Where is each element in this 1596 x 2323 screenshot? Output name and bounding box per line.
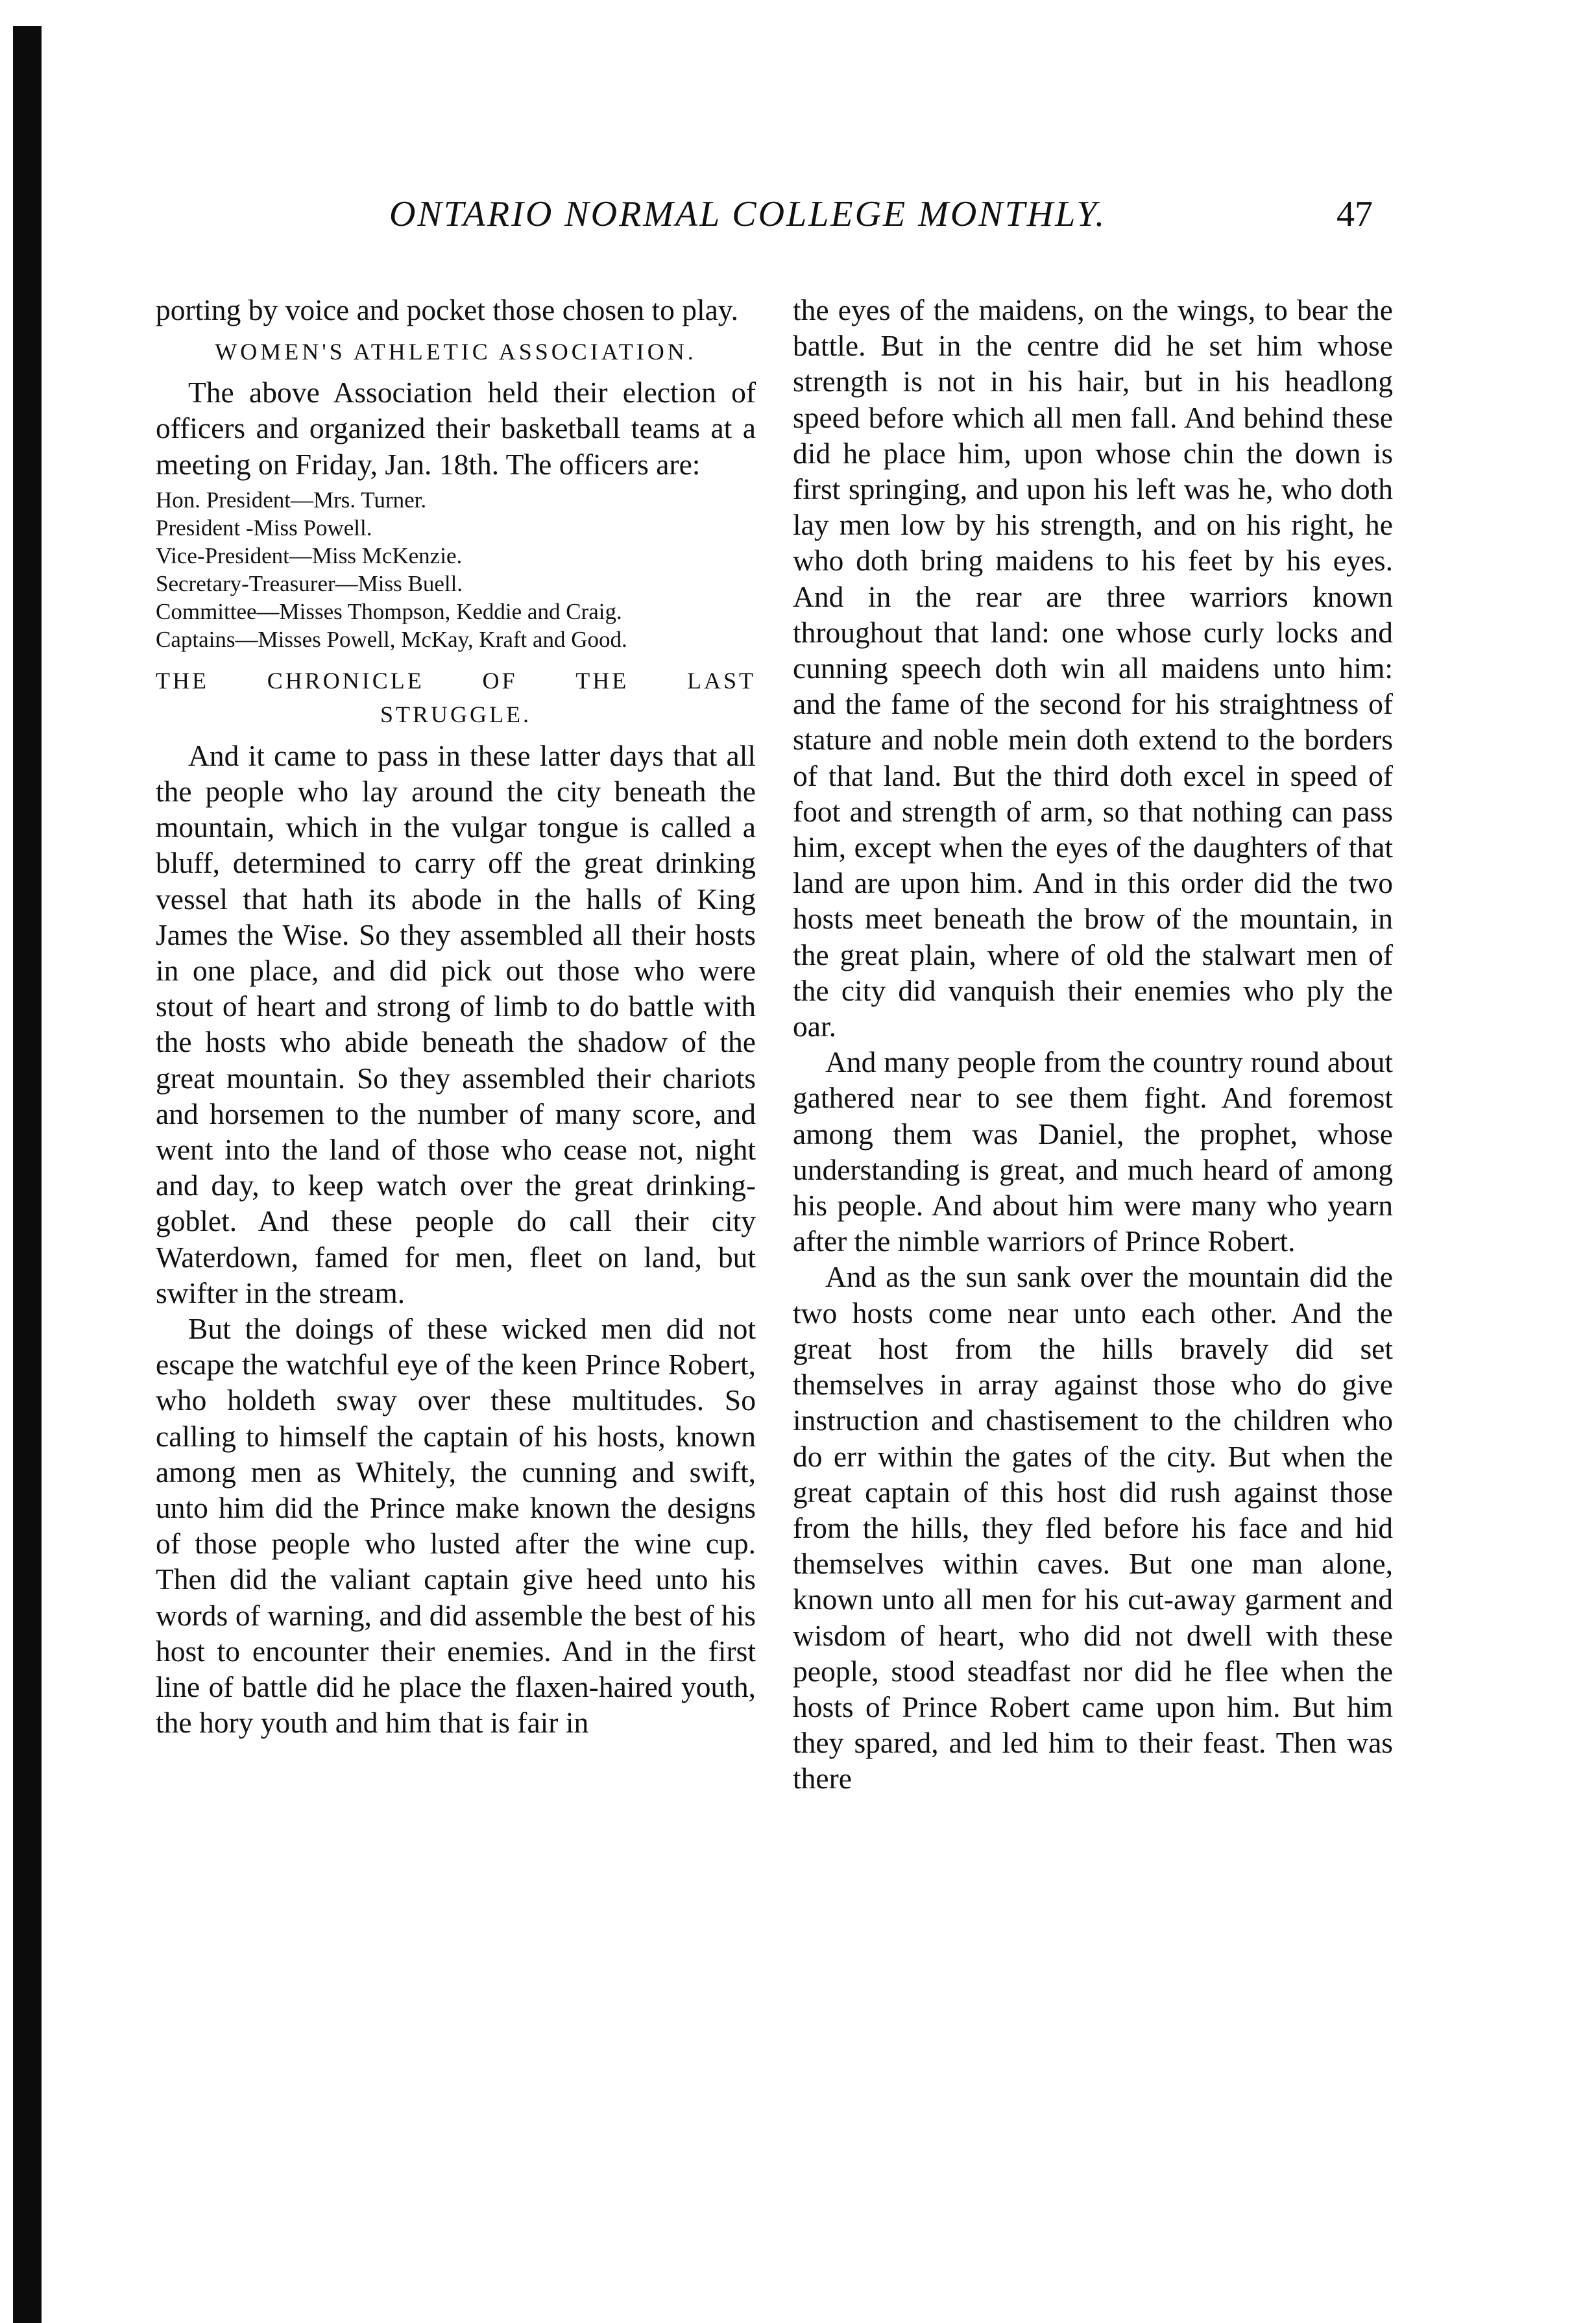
- officer-entry: Committee—Misses Thompson, Keddie and Craig.: [156, 598, 622, 624]
- section-heading-chronicle: [156, 664, 756, 731]
- running-title: ONTARIO NORMAL COLLEGE MONTHLY.: [389, 194, 1107, 234]
- officer-entry: Captains—Misses Powell, McKay, Kraft and Good.: [156, 626, 627, 652]
- scan-margin-bar: [13, 26, 42, 2323]
- right-column: [793, 292, 1393, 1797]
- page-number: 47: [1336, 194, 1373, 234]
- continued-paragraph: the eyes of the maidens, on the wings, to bear the battle. But in the centre did he set him whose strength is not in his hair, but in his headlong speed before which all men fall. And behind these did he place him, upon whose chin the down is first springing, and upon his left was he, who doth lay men low by his strength, and on his right, he who doth bring maidens to his feet by his eyes. And in the rear are three warriors known throughout that land: one whose curly locks and cunning speech doth win all maidens unto him: and the fame of the second for his straightness of stature and noble mein doth extend to the borders of that land. But the third doth excel in speed of foot and strength of arm, so that nothing can pass him, except when the eyes of the daughters of that land are upon him. And in this order did the two hosts meet beneath the brow of the mountain, in the great plain, where of old the stalwart men of the city did vanquish their enemies who ply the oar.: [793, 293, 1393, 1043]
- athletic-paragraph: The above Association held their election of officers and organized their basketball teams at a meeting on Friday, Jan. 18th. The officers are:: [156, 376, 756, 481]
- heading-word: CHRONICLE: [267, 667, 424, 694]
- officer-entry: President -Miss Powell.: [156, 515, 372, 541]
- heading-word: LAST: [687, 667, 756, 694]
- officer-entry: Secretary-Treasurer—Miss Buell.: [156, 570, 463, 596]
- left-column: [156, 292, 756, 1741]
- continued-paragraph: porting by voice and pocket those chosen to play.: [156, 293, 738, 326]
- heading-word: OF: [482, 667, 518, 694]
- section-heading-athletic: WOMEN'S ATHLETIC ASSOCIATION.: [215, 339, 697, 365]
- heading-word: STRUGGLE.: [380, 701, 531, 727]
- officer-entry: Hon. President—Mrs. Turner.: [156, 487, 427, 513]
- heading-word: THE: [575, 667, 629, 694]
- chronicle-paragraph-4: And as the sun sank over the mountain did the two hosts come near unto each other. And the great host from the hills bravely did set themselves in array against those who do give instruction and chastisement to the children who do err within the gates of the city. But when the great captain of this host did rush against those from the hills, they fled before his face and hid themselves within caves. But one man alone, known unto all men for his cut-away garment and wisdom of heart, who did not dwell with these people, stood steadfast nor did he flee when the hosts of Prince Robert came upon him. But him they spared, and led him to their feast. Then was there: [793, 1260, 1393, 1795]
- officers-list: [156, 486, 756, 653]
- chronicle-paragraph-3: And many people from the country round about gathered near to see them fight. And foremost among them was Daniel, the prophet, whose understanding is great, and much heard of among his people. And about him were many who yearn after the nimble warriors of Prince Robert.: [793, 1045, 1393, 1258]
- chronicle-paragraph-1: And it came to pass in these latter days that all the people who lay around the city beneath the mountain, which in the vulgar tongue is called a bluff, determined to carry off the great drinking vessel that hath its abode in the halls of King James the Wise. So they assembled all their hosts in one place, and did pick out those who were stout of heart and strong of limb to do battle with the hosts who abide beneath the shadow of the great mountain. So they assembled their chariots and horsemen to the number of many score, and went into the land of those who cease not, night and day, to keep watch over the great drinking-goblet. And these people do call their city Waterdown, famed for men, fleet on land, but swifter in the stream.: [156, 738, 756, 1309]
- chronicle-paragraph-2: But the doings of these wicked men did not escape the watchful eye of the keen Prince Robert, who holdeth sway over these multitudes. So calling to himself the captain of his hosts, known among men as Whitely, the cunning and swift, unto him did the Prince make known the designs of those people who lusted after the wine cup. Then did the valiant captain give heed unto his words of warning, and did assemble the best of his host to encounter their enemies. And in the first line of battle did he place the flaxen-haired youth, the hory youth and him that is fair in: [156, 1312, 756, 1740]
- heading-word: THE: [156, 667, 209, 694]
- officer-entry: Vice-President—Miss McKenzie.: [156, 542, 463, 568]
